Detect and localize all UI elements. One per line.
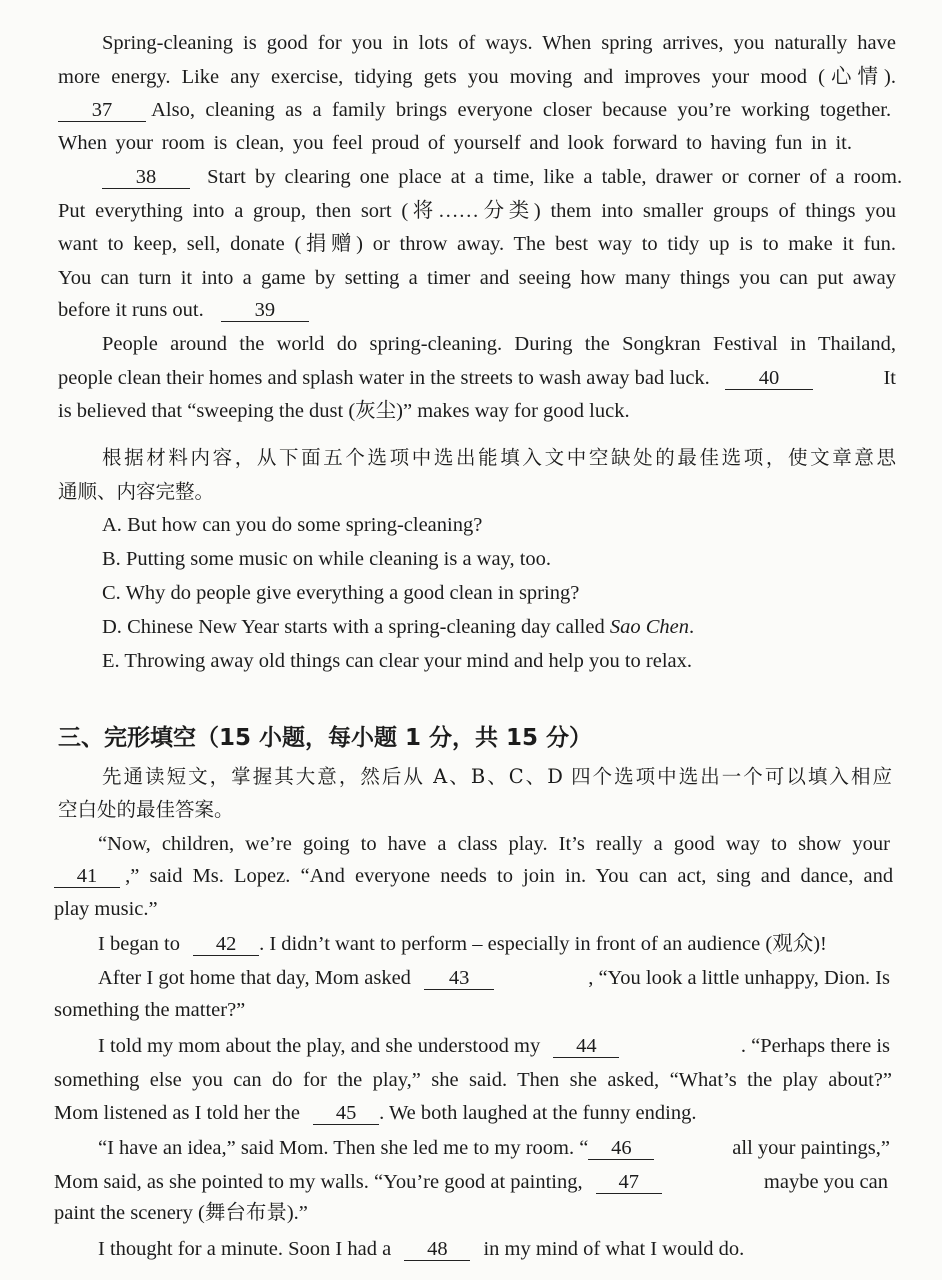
q-p2-line1 [98, 932, 827, 956]
p1-line3-text: Also, cleaning as a family brings everyone closer because you’re working together. [151, 99, 892, 121]
q-p5-line1 [98, 1136, 890, 1160]
q-p3-line2: something the matter?” [54, 999, 246, 1021]
option-e [102, 649, 692, 673]
p2-line1 [102, 165, 902, 189]
option-a-letter: A. [102, 514, 122, 536]
q-p1-line2-text: ,” said Ms. Lopez. “And everyone needs to join in. You can act, sing and dance, and [125, 865, 894, 887]
q-p4-text-a: I told my mom about the play, and she understood my [98, 1035, 541, 1057]
option-d-italic: Sao Chen [609, 616, 689, 638]
q-p1-line1: “Now, children, we’re going to have a class play. It’s really a good way to show your [98, 833, 890, 855]
q-p5-line3: paint the scenery (舞台布景).” [54, 1202, 308, 1224]
p1-line1: Spring-cleaning is good for you in lots of ways. When spring arrives, you naturally have [102, 32, 896, 54]
p1-line3 [58, 98, 891, 122]
blank-37: 37 [58, 99, 146, 122]
option-a [102, 513, 482, 537]
p3-line1: People around the world do spring-cleaning. During the Songkran Festival in Thailand, [102, 333, 896, 355]
p2-line3: want to keep, sell, donate (捐赠) or throw away. The best way to tidy up is to make it fun. [58, 233, 896, 255]
q-p5-text-d: maybe you can [763, 1171, 888, 1193]
p1-line2: more energy. Like any exercise, tidying gets you moving and improves your mood (心情). [58, 66, 896, 88]
p2-line2: Put everything into a group, then sort (将……分类) them into smaller groups of things you [58, 200, 896, 222]
blank-38: 38 [102, 166, 190, 189]
option-b-letter: B. [102, 548, 121, 570]
q-p6-text-a: I thought for a minute. Soon I had a [98, 1238, 392, 1260]
section3-instr-line2: 空白处的最佳答案。 [58, 798, 234, 821]
p2-line5-text: before it runs out. [58, 299, 204, 321]
q-p6-text-b: in my mind of what I would do. [483, 1238, 745, 1260]
q-p2-text-a: I began to [98, 933, 180, 955]
blank-42: 42 [193, 933, 259, 956]
instruction-line2: 通顺、内容完整。 [58, 480, 215, 503]
q-p3-text-a: After I got home that day, Mom asked [98, 967, 411, 989]
blank-39: 39 [221, 299, 309, 322]
p3-line2-text-a: people clean their homes and splash water in the streets to wash away bad luck. [58, 367, 710, 389]
blank-40: 40 [725, 367, 813, 390]
option-d-end: . [688, 616, 695, 638]
option-b-text: Putting some music on while cleaning is a way, too. [125, 548, 552, 570]
section3-instr-line1: 先通读短文，掌握其大意，然后从 A、B、C、D 四个选项中选出一个可以填入相应 [102, 765, 892, 788]
q-p5-text-a: “I have an idea,” said Mom. Then she led me to my room. “ [98, 1137, 589, 1159]
q-p2-text-b: . I didn’t want to perform – especially in front of an audience (观众)! [259, 933, 827, 955]
q-p4-line3 [54, 1101, 696, 1125]
p3-line2 [58, 366, 896, 390]
q-p4-text-b: . “Perhaps there is [740, 1035, 890, 1057]
q-p1-line2 [54, 864, 893, 888]
option-e-text: Throwing away old things can clear your mind and help you to relax. [124, 650, 693, 672]
q-p5-line2 [54, 1170, 888, 1194]
p2-line5 [58, 298, 309, 322]
blank-48: 48 [404, 1238, 470, 1261]
option-c-text: Why do people give everything a good clean in spring? [125, 582, 580, 604]
option-e-letter: E. [102, 650, 120, 672]
blank-47: 47 [596, 1171, 662, 1194]
p3-line2-text-b: It [883, 367, 896, 389]
q-p4-text-c: Mom listened as I told her the [54, 1102, 300, 1124]
section3-heading: 三、完形填空（15 小题，每小题 1 分，共 15 分） [58, 725, 593, 751]
q-p3-text-b: , “You look a little unhappy, Dion. Is [588, 967, 890, 989]
option-c [102, 581, 579, 605]
q-p1-line3: play music.” [54, 898, 158, 920]
option-d [102, 615, 694, 639]
q-p5-text-c: Mom said, as she pointed to my walls. “You’re good at painting, [54, 1171, 583, 1193]
blank-45: 45 [313, 1102, 379, 1125]
option-d-text: Chinese New Year starts with a spring-cleaning day called [127, 616, 610, 638]
blank-43: 43 [424, 967, 494, 990]
q-p5-text-b: all your paintings,” [732, 1137, 890, 1159]
blank-46: 46 [588, 1137, 654, 1160]
blank-41: 41 [54, 865, 120, 888]
option-a-text: But how can you do some spring-cleaning? [127, 514, 483, 536]
q-p4-line1 [98, 1034, 890, 1058]
q-p6-line1 [98, 1237, 744, 1261]
q-p3-line1 [98, 966, 890, 990]
p2-line1-text: Start by clearing one place at a time, like a table, drawer or corner of a room. [207, 166, 903, 188]
option-c-letter: C. [102, 582, 121, 604]
p1-line4: When your room is clean, you feel proud of yourself and look forward to having fun in it. [58, 132, 852, 154]
option-d-letter: D. [102, 616, 122, 638]
q-p4-line2: something else you can do for the play,” she said. Then she asked, “What’s the play about?” [54, 1069, 892, 1091]
q-p4-text-d: . We both laughed at the funny ending. [379, 1102, 697, 1124]
p2-line4: You can turn it into a game by setting a timer and seeing how many things you can put away [58, 267, 896, 289]
blank-44: 44 [553, 1035, 619, 1058]
option-b [102, 547, 551, 571]
p3-line3: is believed that “sweeping the dust (灰尘)” makes way for good luck. [58, 400, 630, 422]
instruction-line1: 根据材料内容，从下面五个选项中选出能填入文中空缺处的最佳选项，使文章意思 [102, 446, 896, 469]
